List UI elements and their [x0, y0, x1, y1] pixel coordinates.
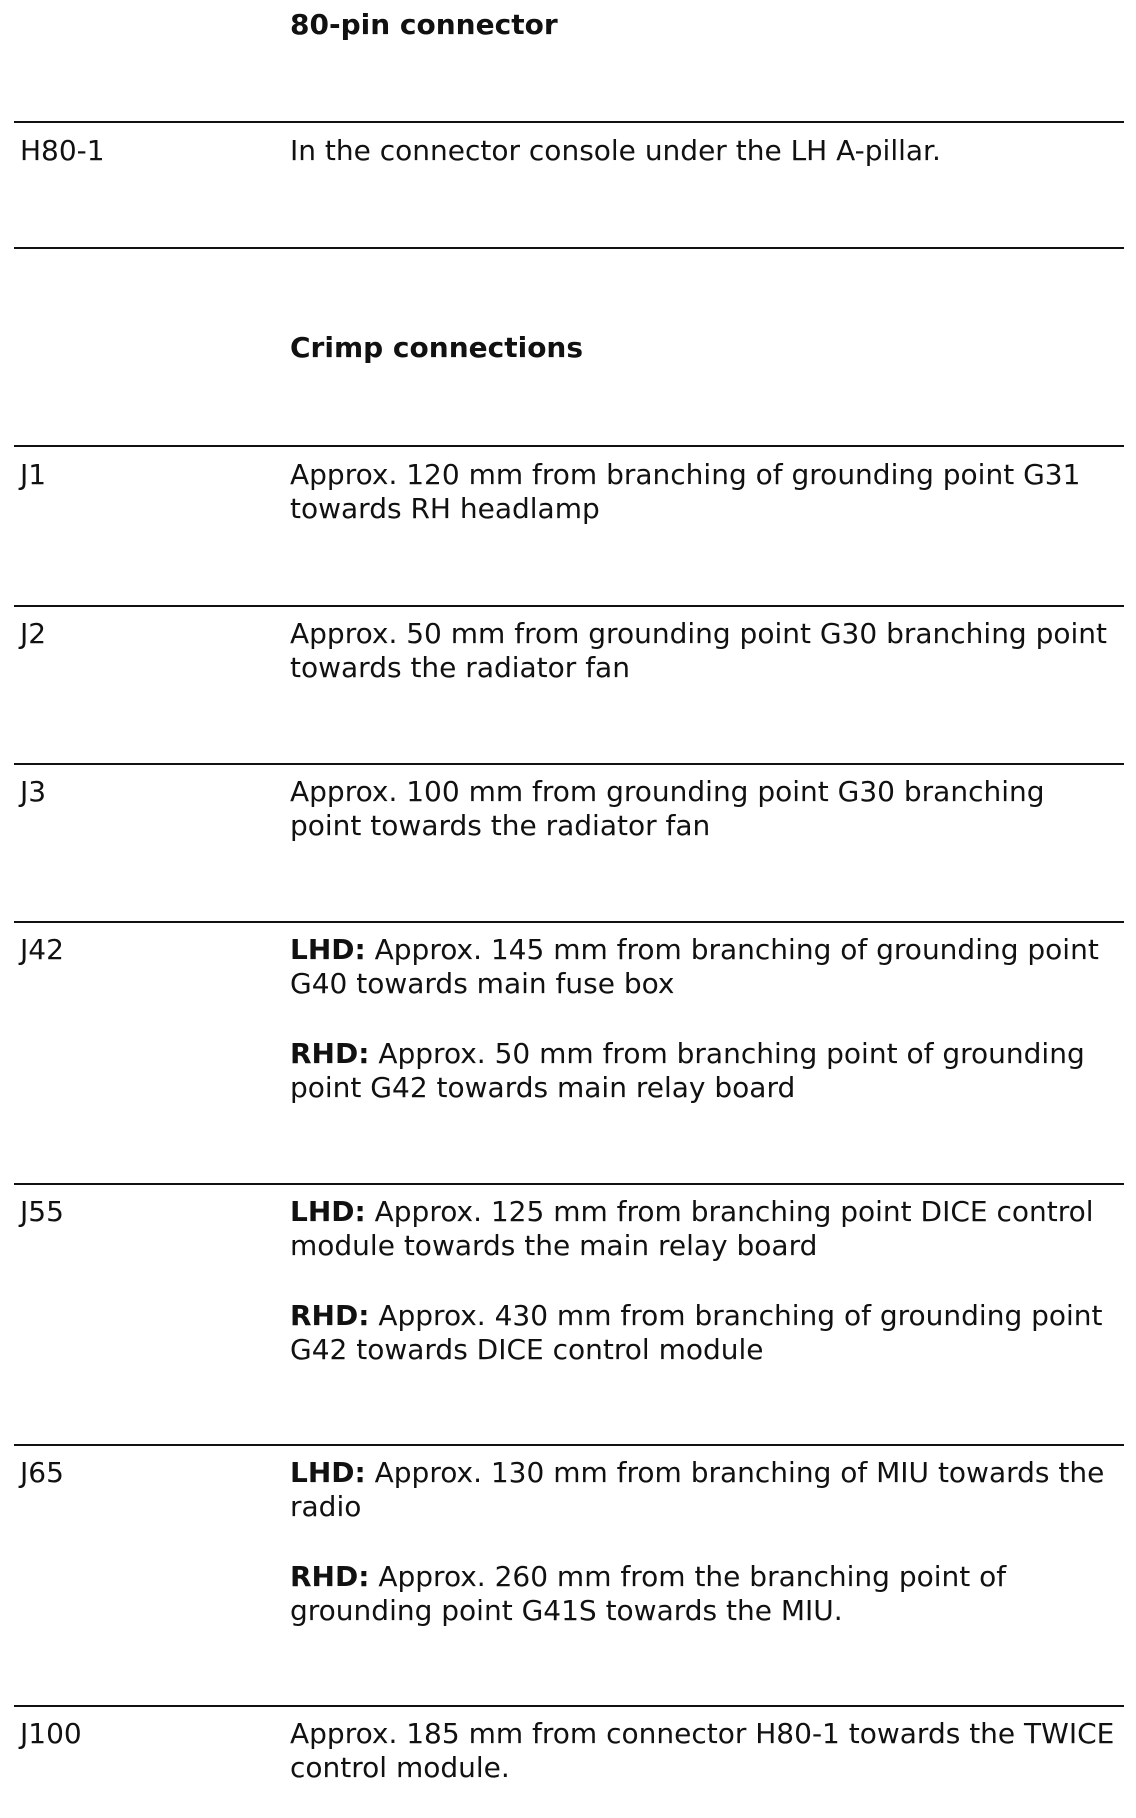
location-text: Approx. 185 mm from connector H80-1 towards the TWICE control module.	[290, 1717, 1115, 1784]
location-description	[290, 1456, 1120, 1628]
location-description	[290, 134, 1120, 168]
location-text: In the connector console under the LH A-pillar.	[290, 134, 941, 167]
location-description	[290, 1717, 1120, 1785]
connector-id: J55	[20, 1195, 64, 1228]
rhd-location-text	[290, 1299, 1120, 1367]
rhd-text: Approx. 430 mm from branching of grounding point G42 towards DICE control module	[290, 1299, 1103, 1366]
lhd-label: LHD:	[290, 1456, 366, 1489]
table-rule	[14, 1444, 1124, 1446]
rhd-location-text	[290, 1037, 1120, 1105]
rhd-label: RHD:	[290, 1299, 370, 1332]
connector-id: J42	[20, 933, 64, 966]
connector-id: J1	[20, 458, 47, 491]
location-description	[290, 458, 1120, 526]
location-description	[290, 775, 1120, 843]
table-rule	[14, 121, 1124, 123]
lhd-location-text	[290, 1195, 1120, 1263]
table-rule	[14, 1183, 1124, 1185]
rhd-location-text	[290, 1560, 1120, 1628]
table-rule	[14, 445, 1124, 447]
location-description	[290, 933, 1120, 1105]
table-rule	[14, 921, 1124, 923]
lhd-label: LHD:	[290, 933, 366, 966]
rhd-label: RHD:	[290, 1037, 370, 1070]
lhd-text: Approx. 130 mm from branching of MIU towards the radio	[290, 1456, 1105, 1523]
lhd-location-text	[290, 1456, 1120, 1524]
connector-id: J100	[20, 1717, 82, 1750]
section-heading-80-pin-connector: 80-pin connector	[290, 8, 558, 41]
rhd-text: Approx. 50 mm from branching point of grounding point G42 towards main relay board	[290, 1037, 1085, 1104]
lhd-text: Approx. 145 mm from branching of grounding point G40 towards main fuse box	[290, 933, 1099, 1000]
location-description	[290, 1195, 1120, 1367]
connector-id: H80-1	[20, 134, 105, 167]
table-rule	[14, 247, 1124, 249]
rhd-label: RHD:	[290, 1560, 370, 1593]
section-heading-crimp-connections: Crimp connections	[290, 331, 584, 364]
lhd-label: LHD:	[290, 1195, 366, 1228]
location-text: Approx. 100 mm from grounding point G30 branching point towards the radiator fan	[290, 775, 1045, 842]
table-rule	[14, 763, 1124, 765]
rhd-text: Approx. 260 mm from the branching point of grounding point G41S towards the MIU.	[290, 1560, 1007, 1627]
lhd-location-text	[290, 933, 1120, 1001]
lhd-text: Approx. 125 mm from branching point DICE control module towards the main relay board	[290, 1195, 1094, 1262]
table-rule	[14, 605, 1124, 607]
location-text: Approx. 120 mm from branching of grounding point G31 towards RH headlamp	[290, 458, 1081, 525]
connector-id: J3	[20, 775, 47, 808]
location-description	[290, 617, 1120, 685]
connector-id: J65	[20, 1456, 64, 1489]
location-text: Approx. 50 mm from grounding point G30 branching point towards the radiator fan	[290, 617, 1108, 684]
connector-id: J2	[20, 617, 47, 650]
table-rule	[14, 1705, 1124, 1707]
